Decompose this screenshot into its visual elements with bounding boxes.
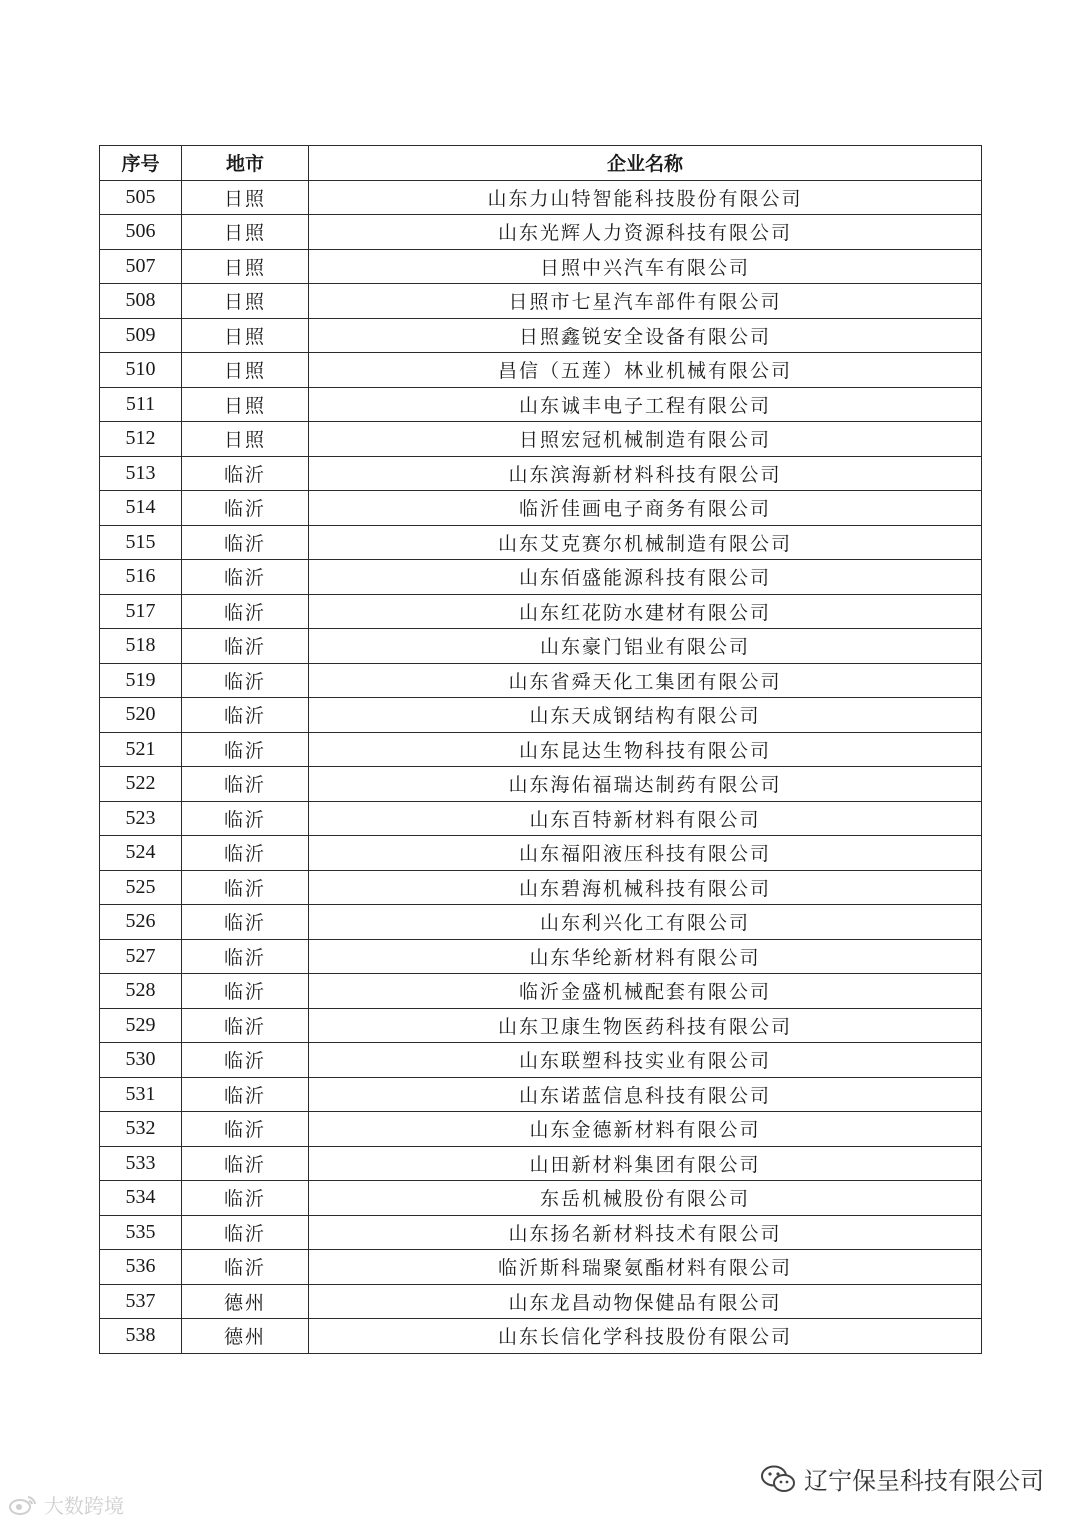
row-company-name: 山东利兴化工有限公司 [309, 905, 982, 940]
row-company-name: 山东省舜天化工集团有限公司 [309, 663, 982, 698]
table-row [100, 1181, 982, 1216]
table-row [100, 594, 982, 629]
table-row [100, 284, 982, 319]
table-row [100, 1284, 982, 1319]
row-company-name: 山东福阳液压科技有限公司 [309, 836, 982, 871]
row-serial-number: 506 [100, 215, 182, 250]
row-serial-number: 511 [100, 387, 182, 422]
row-company-name: 山东扬名新材料技术有限公司 [309, 1215, 982, 1250]
table-row [100, 801, 982, 836]
row-company-name: 日照中兴汽车有限公司 [309, 249, 982, 284]
row-serial-number: 532 [100, 1112, 182, 1147]
weibo-eye-icon [8, 1494, 38, 1516]
row-serial-number: 535 [100, 1215, 182, 1250]
table-row [100, 1215, 982, 1250]
row-serial-number: 513 [100, 456, 182, 491]
row-serial-number: 526 [100, 905, 182, 940]
row-company-name: 山东佰盛能源科技有限公司 [309, 560, 982, 595]
table-row [100, 318, 982, 353]
row-serial-number: 534 [100, 1181, 182, 1216]
row-city: 临沂 [182, 456, 309, 491]
row-serial-number: 530 [100, 1043, 182, 1078]
table-row [100, 180, 982, 215]
row-city: 临沂 [182, 939, 309, 974]
table-row [100, 353, 982, 388]
header-city: 地市 [182, 146, 309, 181]
row-serial-number: 537 [100, 1284, 182, 1319]
wechat-icon [760, 1464, 796, 1494]
row-city: 临沂 [182, 491, 309, 526]
watermark-right-text: 辽宁保呈科技有限公司 [804, 1467, 1044, 1495]
row-company-name: 日照鑫锐安全设备有限公司 [309, 318, 982, 353]
table-row [100, 1319, 982, 1354]
row-serial-number: 520 [100, 698, 182, 733]
row-city: 日照 [182, 422, 309, 457]
row-serial-number: 533 [100, 1146, 182, 1181]
table-row [100, 1250, 982, 1285]
row-city: 日照 [182, 284, 309, 319]
row-city: 临沂 [182, 663, 309, 698]
table-row [100, 870, 982, 905]
row-company-name: 山东滨海新材料科技有限公司 [309, 456, 982, 491]
row-company-name: 山东碧海机械科技有限公司 [309, 870, 982, 905]
row-company-name: 山东金德新材料有限公司 [309, 1112, 982, 1147]
table-row [100, 974, 982, 1009]
row-serial-number: 514 [100, 491, 182, 526]
table-row [100, 939, 982, 974]
row-serial-number: 529 [100, 1008, 182, 1043]
row-serial-number: 509 [100, 318, 182, 353]
row-company-name: 山东百特新材料有限公司 [309, 801, 982, 836]
row-city: 日照 [182, 353, 309, 388]
table-row [100, 836, 982, 871]
row-city: 德州 [182, 1319, 309, 1354]
row-city: 日照 [182, 180, 309, 215]
table-row [100, 456, 982, 491]
row-city: 临沂 [182, 801, 309, 836]
header-company-name: 企业名称 [309, 146, 982, 181]
table-row [100, 629, 982, 664]
row-company-name: 山东昆达生物科技有限公司 [309, 732, 982, 767]
row-company-name: 日照宏冠机械制造有限公司 [309, 422, 982, 457]
row-company-name: 山东长信化学科技股份有限公司 [309, 1319, 982, 1354]
row-serial-number: 528 [100, 974, 182, 1009]
row-city: 临沂 [182, 1043, 309, 1078]
watermark-left [8, 1490, 124, 1519]
row-city: 临沂 [182, 767, 309, 802]
row-serial-number: 527 [100, 939, 182, 974]
row-city: 临沂 [182, 698, 309, 733]
watermark-right [760, 1461, 1044, 1496]
table-row [100, 1146, 982, 1181]
row-serial-number: 522 [100, 767, 182, 802]
row-city: 临沂 [182, 836, 309, 871]
row-company-name: 山东红花防水建材有限公司 [309, 594, 982, 629]
row-city: 临沂 [182, 560, 309, 595]
row-city: 日照 [182, 387, 309, 422]
table-row [100, 1077, 982, 1112]
table-row [100, 387, 982, 422]
table-row [100, 249, 982, 284]
row-serial-number: 518 [100, 629, 182, 664]
row-city: 临沂 [182, 1250, 309, 1285]
row-serial-number: 531 [100, 1077, 182, 1112]
row-company-name: 山东艾克赛尔机械制造有限公司 [309, 525, 982, 560]
table-row [100, 491, 982, 526]
table-row [100, 905, 982, 940]
row-serial-number: 516 [100, 560, 182, 595]
row-company-name: 山东诚丰电子工程有限公司 [309, 387, 982, 422]
row-city: 日照 [182, 249, 309, 284]
row-company-name: 山东豪门铝业有限公司 [309, 629, 982, 664]
table-row [100, 422, 982, 457]
row-city: 日照 [182, 215, 309, 250]
row-company-name: 山东光辉人力资源科技有限公司 [309, 215, 982, 250]
row-company-name: 山田新材料集团有限公司 [309, 1146, 982, 1181]
row-company-name: 山东力山特智能科技股份有限公司 [309, 180, 982, 215]
row-company-name: 日照市七星汽车部件有限公司 [309, 284, 982, 319]
table-row [100, 560, 982, 595]
row-company-name: 山东卫康生物医药科技有限公司 [309, 1008, 982, 1043]
row-serial-number: 525 [100, 870, 182, 905]
table-header [100, 146, 982, 181]
header-serial-number: 序号 [100, 146, 182, 181]
row-serial-number: 538 [100, 1319, 182, 1354]
watermark-left-text: 大数跨境 [44, 1494, 124, 1518]
row-company-name: 东岳机械股份有限公司 [309, 1181, 982, 1216]
row-serial-number: 510 [100, 353, 182, 388]
row-serial-number: 512 [100, 422, 182, 457]
row-city: 临沂 [182, 594, 309, 629]
row-city: 日照 [182, 318, 309, 353]
table-row [100, 1112, 982, 1147]
company-list-table [99, 145, 982, 1354]
row-serial-number: 515 [100, 525, 182, 560]
row-serial-number: 536 [100, 1250, 182, 1285]
row-city: 德州 [182, 1284, 309, 1319]
row-city: 临沂 [182, 870, 309, 905]
row-city: 临沂 [182, 1181, 309, 1216]
row-city: 临沂 [182, 1215, 309, 1250]
row-city: 临沂 [182, 1112, 309, 1147]
row-company-name: 山东诺蓝信息科技有限公司 [309, 1077, 982, 1112]
table-row [100, 1008, 982, 1043]
row-company-name: 临沂斯科瑞聚氨酯材料有限公司 [309, 1250, 982, 1285]
table-row [100, 698, 982, 733]
row-city: 临沂 [182, 1146, 309, 1181]
table-row [100, 767, 982, 802]
row-serial-number: 517 [100, 594, 182, 629]
table-row [100, 215, 982, 250]
row-company-name: 山东华纶新材料有限公司 [309, 939, 982, 974]
table-body [100, 180, 982, 1353]
row-company-name: 临沂佳画电子商务有限公司 [309, 491, 982, 526]
row-city: 临沂 [182, 974, 309, 1009]
header-row [100, 146, 982, 181]
row-company-name: 山东海佑福瑞达制药有限公司 [309, 767, 982, 802]
row-city: 临沂 [182, 732, 309, 767]
row-serial-number: 524 [100, 836, 182, 871]
row-serial-number: 507 [100, 249, 182, 284]
table-row [100, 732, 982, 767]
row-serial-number: 508 [100, 284, 182, 319]
row-serial-number: 521 [100, 732, 182, 767]
row-city: 临沂 [182, 1008, 309, 1043]
row-company-name: 山东天成钢结构有限公司 [309, 698, 982, 733]
row-serial-number: 519 [100, 663, 182, 698]
row-company-name: 临沂金盛机械配套有限公司 [309, 974, 982, 1009]
row-city: 临沂 [182, 525, 309, 560]
table-row [100, 1043, 982, 1078]
table-row [100, 525, 982, 560]
row-company-name: 昌信（五莲）林业机械有限公司 [309, 353, 982, 388]
row-serial-number: 523 [100, 801, 182, 836]
row-company-name: 山东龙昌动物保健品有限公司 [309, 1284, 982, 1319]
row-serial-number: 505 [100, 180, 182, 215]
row-city: 临沂 [182, 1077, 309, 1112]
row-city: 临沂 [182, 629, 309, 664]
row-city: 临沂 [182, 905, 309, 940]
table-row [100, 663, 982, 698]
row-company-name: 山东联塑科技实业有限公司 [309, 1043, 982, 1078]
company-list-table-container [99, 145, 981, 1354]
